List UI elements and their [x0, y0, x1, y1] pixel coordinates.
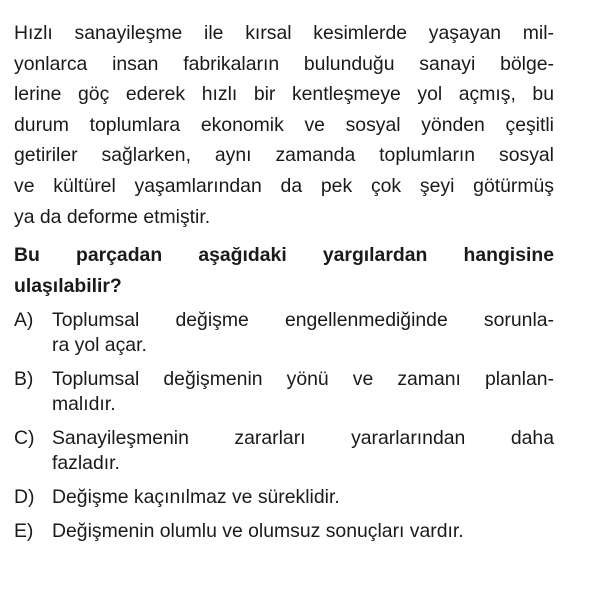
passage-line: getiriler sağlarken, aynı zamanda toplumların sosyal [14, 144, 554, 167]
option-c[interactable] [14, 426, 554, 476]
option-text-line: Toplumsal değişmenin yönü ve zamanı planlan- [52, 368, 554, 391]
option-letter: C) [14, 427, 35, 450]
option-text-line: Değişme kaçınılmaz ve süreklidir. [52, 486, 340, 509]
answer-options [14, 308, 554, 544]
option-text-line: Değişmenin olumlu ve olumsuz sonuçları vardır. [52, 520, 464, 543]
passage-line: lerine göç ederek hızlı bir kentleşmeye yol açmış, bu [14, 83, 554, 106]
option-text-line: Toplumsal değişme engellenmediğinde sorunla- [52, 309, 554, 332]
passage-line: durum toplumlara ekonomik ve sosyal yönden çeşitli [14, 113, 554, 136]
passage-line: Hızlı sanayileşme ile kırsal kesimlerde yaşayan mil- [14, 22, 554, 44]
option-text-line: fazladır. [52, 452, 120, 475]
passage-line: ve kültürel yaşamlarından da pek çok şeyi götürmüş [14, 174, 554, 197]
option-e[interactable] [14, 519, 554, 544]
passage-line: yonlarca insan fabrikaların bulunduğu sanayi bölge- [14, 52, 554, 75]
option-text-line: ra yol açar. [52, 334, 147, 357]
option-letter: A) [14, 309, 34, 332]
option-text-line: malıdır. [52, 393, 116, 416]
option-letter: E) [14, 520, 34, 543]
question-line: Bu parçadan aşağıdaki yargılardan hangisine [14, 244, 554, 267]
option-b[interactable] [14, 367, 554, 417]
option-d[interactable] [14, 485, 554, 510]
question-stem [14, 240, 554, 301]
question-line: ulaşılabilir? [14, 274, 122, 297]
question-page [14, 18, 554, 553]
option-letter: D) [14, 486, 35, 509]
passage-line: ya da deforme etmiştir. [14, 205, 211, 228]
option-a[interactable] [14, 308, 554, 358]
option-text-line: Sanayileşmenin zararları yararlarından daha [52, 427, 554, 450]
passage-text [14, 18, 554, 232]
option-letter: B) [14, 368, 34, 391]
